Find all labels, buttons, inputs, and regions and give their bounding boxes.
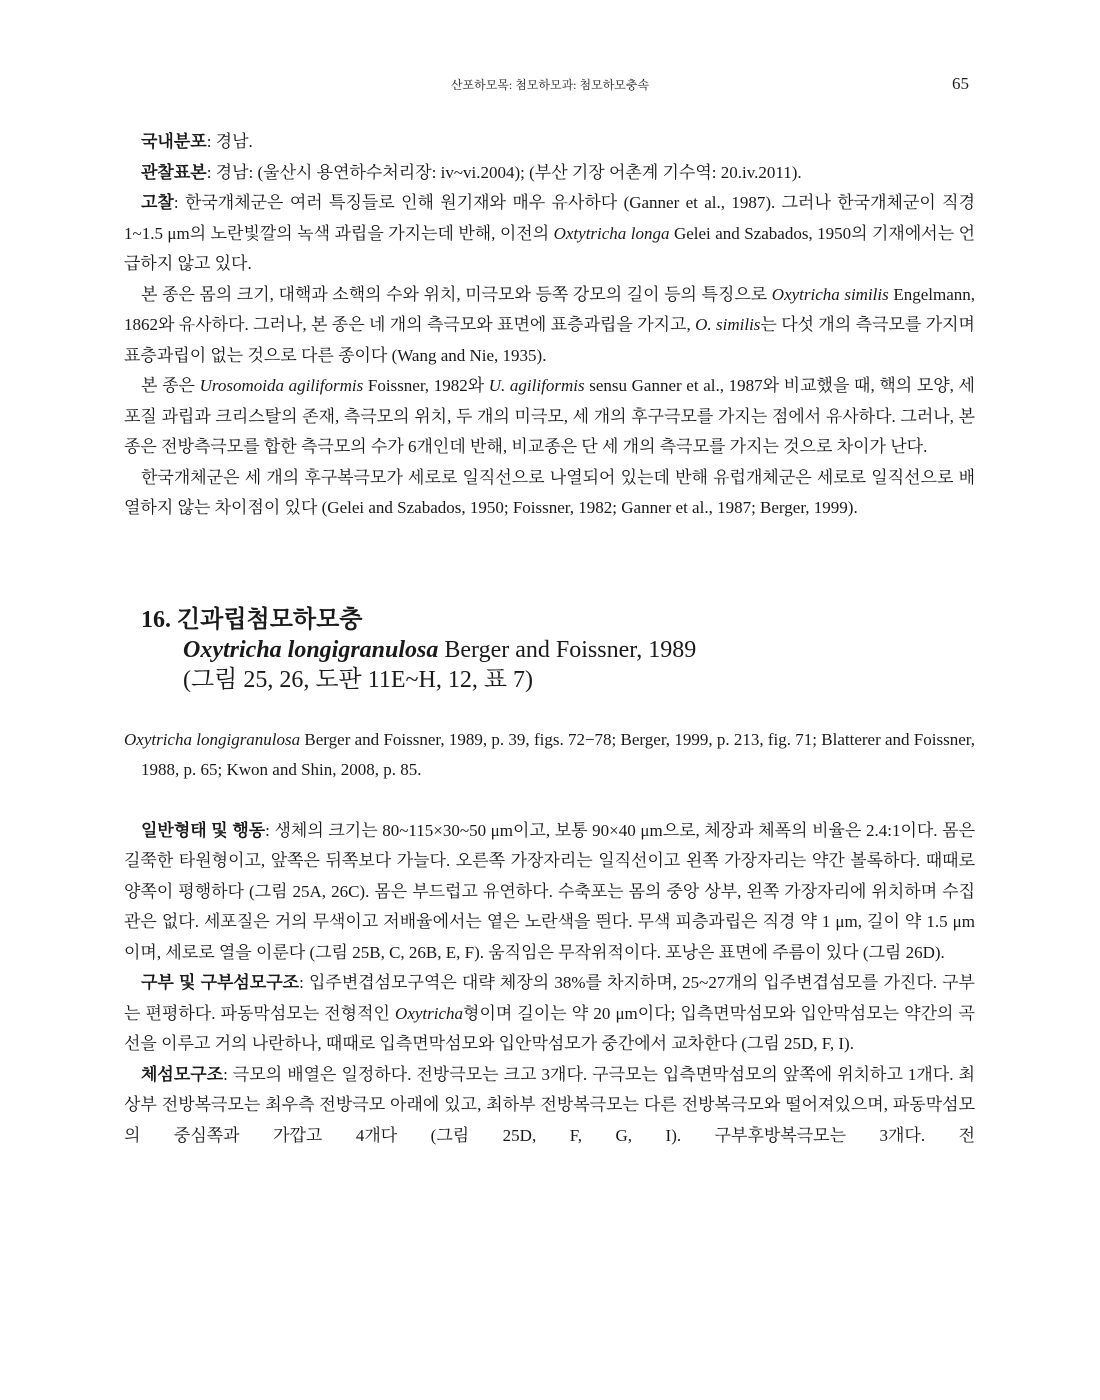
remarks-text: Engelmann, 1862와 유사하다. 그러나, 본 종은 네 개의 측극모와 표면에 표층과립을 가지고,	[124, 284, 975, 334]
somatic-ciliature-label: 체섬모구조	[141, 1064, 224, 1084]
taxon-name: Urosomoida agiliformis	[199, 376, 364, 395]
synonymy-list	[124, 725, 975, 786]
general-morphology-label: 일반형태 및 행동	[141, 820, 266, 840]
taxon-name: Oxytricha	[395, 1003, 464, 1023]
taxon-name: Oxytricha similis	[771, 284, 889, 304]
specimens-label: 관찰표본	[141, 162, 207, 182]
general-morphology-text: : 생체의 크기는 80~115×30~50 μm이고, 보통 90×40 μm으로, 체장과 체폭의 비율은 2.4:1이다. 몸은 길쭉한 타원형이고, 앞쪽은 뒤쪽보다 가늘다. 오른쪽 가장자리는 일직선이고 왼쪽 가장자리는 약간 볼록하다. 때때로 양쪽이 평행하다 (그림 25A, 26C). 몸은 부드럽고 유연하다. 수축포는 몸의 중앙 상부, 왼쪽 가장자리에 위치하며 수집관은 없다. 세포질은 거의 무색이고 저배율에서는 옅은 노란색을 띈다. 무색 피층과립은 직경 약 1 μm, 길이 약 1.5 μm이며, 세로로 열을 이룬다 (그림 25B, C, 26B, E, F). 움직임은 무작위적이다. 포낭은 표면에 주름이 있다 (그림 26D).	[124, 820, 975, 962]
remarks-paragraph	[124, 280, 975, 372]
remarks-text: 본 종은	[141, 376, 200, 395]
remarks-text: 본 종은 몸의 크기, 대핵과 소핵의 수와 위치, 미극모와 등쪽 강모의 길이 등의 특징으로	[141, 284, 772, 304]
species-number-name: 16. 긴과립첨모하모충	[141, 606, 363, 633]
oral-apparatus-text: 형이며 길이는 약 20 μm이다; 입측면막섬모와 입안막섬모는 약간의 곡선을 이루고 거의 나란하나, 때때로 입측면막섬모와 입안막섬모가 중간에서 교차한다 (그림 25D, F, I).	[124, 1003, 975, 1053]
distribution-text: : 경남.	[206, 132, 253, 151]
remarks-text: Gelei and Szabados, 1950의 기재에서는 언급하지 않고 있다.	[124, 223, 975, 273]
remarks-text: : 한국개체군은 여러 특징들로 인해 원기재와 매우 유사하다 (Ganner et al., 1987). 그러나 한국개체군이 직경 1~1.5 μm의 노란빛깔의 녹색 과립을 가지는데 반해, 이전의	[124, 193, 975, 243]
species-scientific-name: Oxytricha longigranulosa	[183, 636, 439, 663]
oral-apparatus-label: 구부 및 구부섬모구조	[141, 973, 300, 992]
species-heading	[124, 605, 975, 695]
taxon-name: Oxtytricha longa	[553, 223, 670, 243]
running-header	[0, 76, 1100, 94]
distribution-label: 국내분포	[141, 132, 207, 151]
taxon-name: O. similis	[695, 315, 761, 334]
remarks-text: 는 다섯 개의 측극모를 가지며 표층과립이 없는 것으로 다른 종이다 (Wang and Nie, 1935).	[124, 315, 975, 365]
somatic-ciliature-paragraph	[124, 1060, 975, 1152]
specimens-paragraph	[124, 158, 975, 189]
page-number: 65	[952, 74, 969, 93]
remarks-label: 고찰	[141, 193, 174, 212]
synonymy-text: Berger and Foissner, 1989, p. 39, figs. 72−78; Berger, 1999, p. 213, fig. 71; Blatterer and Foissner, 1988, p. 65; Kwon and Shin, 2008, p. 85.	[141, 729, 975, 779]
distribution-paragraph	[124, 127, 975, 158]
specimens-text: : 경남: (울산시 용연하수처리장: iv~vi.2004); (부산 기장 어촌계 기수역: 20.iv.2011).	[206, 162, 802, 182]
species-figure-refs: (그림 25, 26, 도판 11E~H, 12, 표 7)	[183, 666, 533, 693]
species-authority: Berger and Foissner, 1989	[444, 636, 697, 663]
remarks-text: Foissner, 1982와	[363, 376, 489, 395]
remarks-text: sensu Ganner et al., 1987와 비교했을 때, 핵의 모양, 세포질 과립과 크리스탈의 존재, 측극모의 위치, 두 개의 미극모, 세 개의 후구극모를 가지는 점에서 유사하다. 그러나, 본 종은 전방측극모를 합한 측극모의 수가 6개인데 반해, 비교종은 단 세 개의 측극모를 가지는 것으로 차이가 난다.	[124, 376, 975, 456]
oral-apparatus-paragraph	[124, 968, 975, 1060]
taxon-name: Oxytricha longigranulosa	[124, 729, 301, 749]
remarks-paragraph	[124, 371, 975, 463]
oral-apparatus-text: : 입주변겹섬모구역은 대략 체장의 38%를 차지하며, 25~27개의 입주변겹섬모를 가진다. 구부는 편평하다. 파동막섬모는 전형적인	[124, 973, 975, 1023]
remarks-paragraph	[124, 188, 975, 280]
remarks-paragraph	[124, 463, 975, 524]
taxon-name: U. agiliformis	[488, 376, 585, 395]
species-scientific-line	[124, 635, 975, 665]
running-header-title: 산포하모목: 첨모하모과: 첨모하모충속	[450, 78, 650, 92]
general-morphology-paragraph	[124, 816, 975, 969]
main-text	[124, 127, 975, 1151]
remarks-text: 한국개체군은 세 개의 후구복극모가 세로로 일직선으로 나열되어 있는데 반해 유럽개체군은 세로로 일직선으로 배열하지 않는 차이점이 있다 (Gelei and Szabados, 1950; Foissner, 1982; Ganner et al., 1987; Berger, 1999).	[124, 467, 975, 517]
somatic-ciliature-text: : 극모의 배열은 일정하다. 전방극모는 크고 3개다. 구극모는 입측면막섬모의 앞쪽에 위치하고 1개다. 최상부 전방복극모는 최우측 전방극모 아래에 있고, 최하부 전방복극모는 다른 전방복극모와 떨어져있으며, 파동막섬모의 중심쪽과 가깝고 4개다 (그림 25D, F, G, I). 구부후방복극모는 3개다. 전	[124, 1064, 975, 1145]
